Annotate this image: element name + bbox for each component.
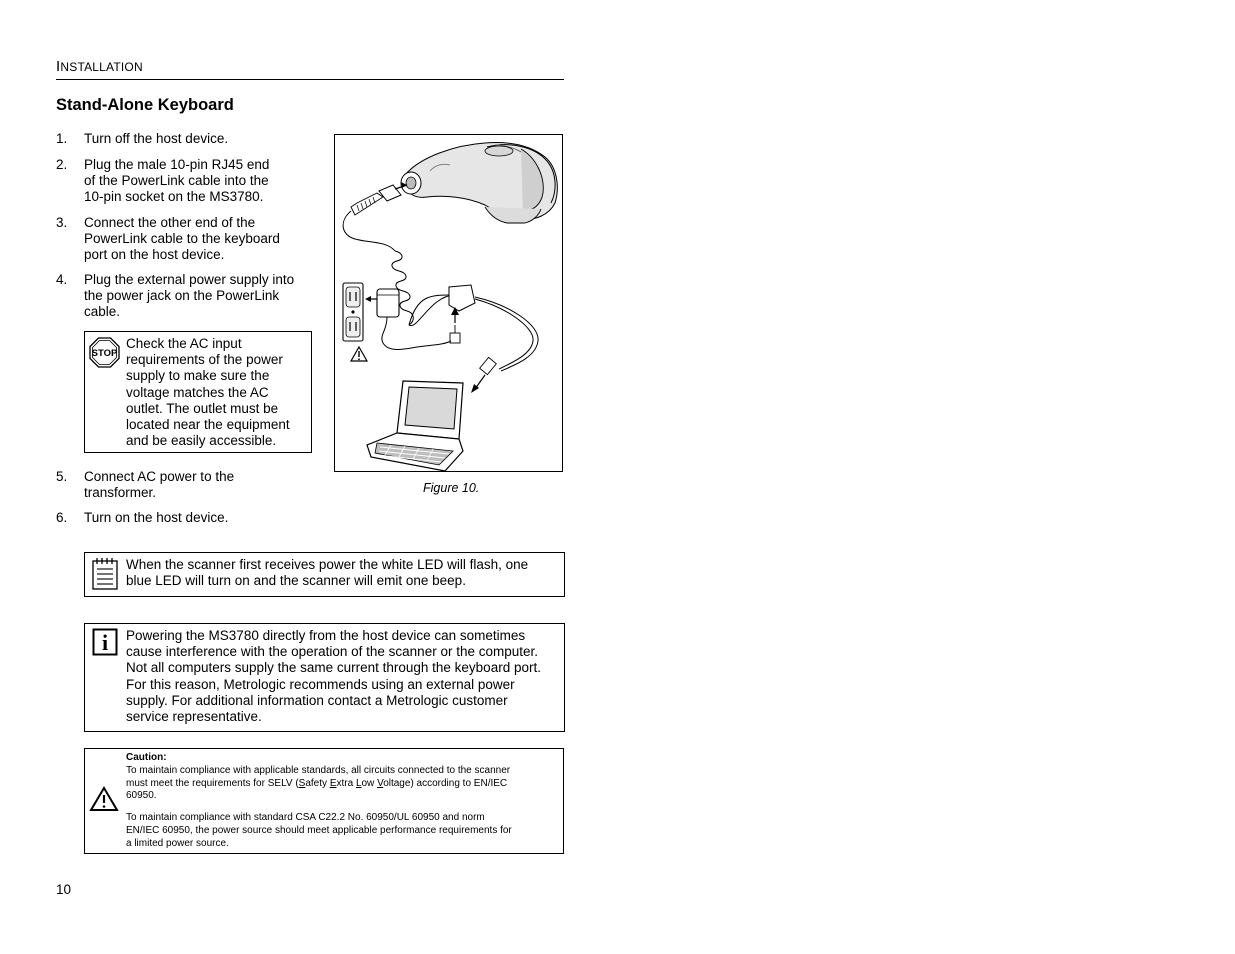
step-5 — [56, 469, 316, 503]
header-first-letter: I — [56, 58, 61, 75]
caution-box — [84, 748, 564, 854]
notepad-icon — [91, 557, 119, 591]
power-junction-illustration — [449, 285, 475, 311]
step-number: 2. — [56, 157, 68, 172]
step-number: 6. — [56, 510, 68, 525]
header-rest: NSTALLATION — [60, 60, 143, 74]
stop-note-text: Check the AC input requirements of the power supply to make sure the voltage matches the AC outlet. The outlet must be located near the equipment and be easily accessible. — [126, 336, 290, 449]
selv-line: must meet the requirements for SELV (Safety Extra Low Voltage) according to EN/IEC — [126, 777, 508, 789]
barrel-plug-illustration — [450, 333, 460, 343]
page-title: Stand-Alone Keyboard — [56, 96, 234, 114]
page-number: 10 — [56, 882, 72, 897]
step-text: Connect the other end of the PowerLink cable to the keyboard port on the host device. — [84, 215, 280, 263]
caution-heading: Caution: — [126, 752, 167, 763]
step-number: 3. — [56, 215, 68, 230]
step-4 — [56, 272, 326, 322]
stop-label: STOP — [91, 348, 118, 360]
laptop-illustration — [367, 381, 463, 471]
stop-note-box — [84, 331, 312, 453]
info-note-text: Powering the MS3780 directly from the host device can sometimes cause interference with the operation of the scanner or the computer. Not all computers supply the same current through the keyboard port. For this reason, Metrologic recommends using an external power supply. For additional information contact a Metrologic customer service representative. — [126, 628, 541, 725]
led-note-text: When the scanner first receives power the white LED will flash, one blue LED will turn on and the scanner will emit one beep. — [126, 557, 529, 589]
led-note-box — [84, 552, 565, 597]
caution-triangle-icon — [89, 786, 119, 812]
figure-10-frame — [334, 134, 563, 472]
installation-diagram-illustration — [335, 135, 562, 471]
power-adapter-illustration — [365, 289, 451, 350]
info-label: i — [101, 630, 109, 655]
step-text: Connect AC power to the transformer. — [84, 469, 235, 501]
section-header — [56, 58, 564, 80]
step-3 — [56, 215, 316, 265]
scanner-illustration — [401, 143, 557, 223]
rj45-plug-illustration — [351, 182, 407, 215]
info-note-box — [84, 623, 565, 732]
step-number: 5. — [56, 469, 68, 484]
step-2 — [56, 157, 316, 207]
step-1 — [56, 131, 316, 149]
step-text: Turn off the host device. — [84, 131, 229, 146]
stop-sign-icon — [89, 337, 120, 368]
figure-caption: Figure 10. — [423, 481, 480, 495]
keyboard-plug-illustration — [480, 357, 497, 374]
info-icon — [92, 628, 118, 656]
wall-outlet-illustration — [343, 283, 363, 341]
step-text: Plug the external power supply into the power jack on the PowerLink cable. — [84, 272, 295, 320]
step-number: 4. — [56, 272, 68, 287]
powerlink-cable-illustration — [409, 295, 538, 371]
step-number: 1. — [56, 131, 68, 146]
step-text: Plug the male 10-pin RJ45 end of the PowerLink cable into the 10-pin socket on the MS3780. — [84, 157, 270, 205]
step-text: Turn on the host device. — [84, 510, 229, 525]
step-6 — [56, 510, 316, 528]
caution-text: Caution: To maintain compliance with applicable standards, all circuits connected to the scanner must meet the requirements for SELV (Safety Extra Low Voltage) according to EN/IEC 60950. To maintain compliance with standard CSA C22.2 No. 60950/UL 60950 and norm EN/IEC 60950, the power source should meet applicable performance requirements for a limited power source. — [126, 752, 561, 851]
warning-icon — [351, 347, 367, 361]
